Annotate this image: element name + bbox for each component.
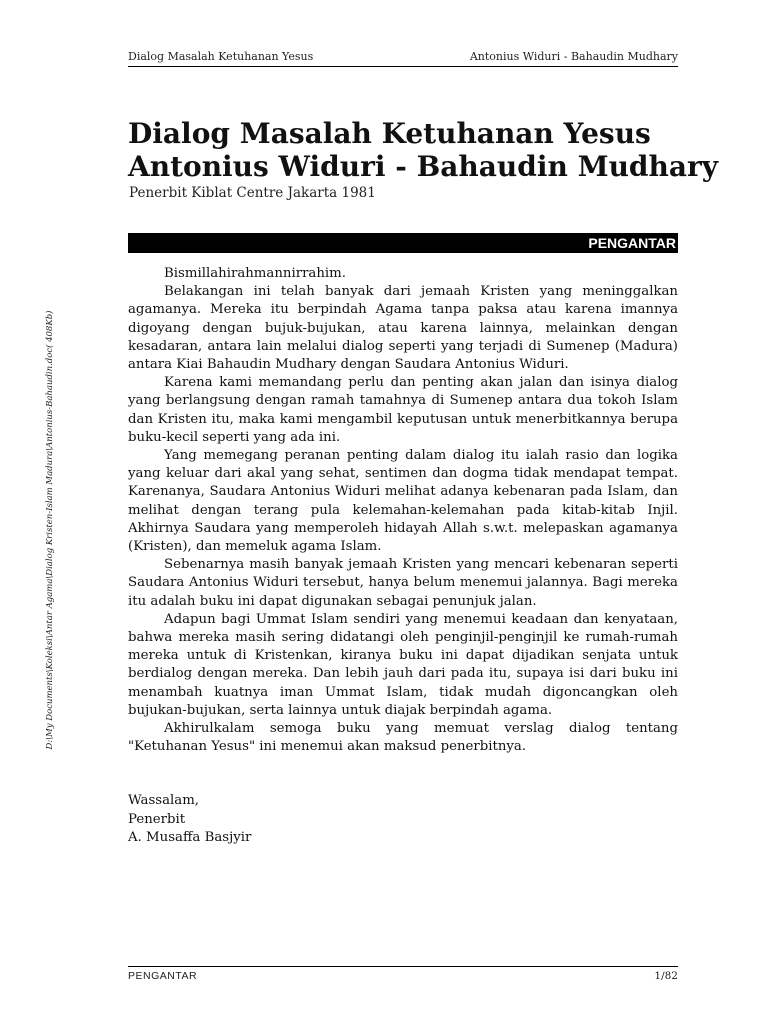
section-heading-bar	[128, 233, 678, 253]
file-path-margin-note: D:\My Documents\Koleksi\Antar Agama\Dialog Kristen-Islam Madura\Antonius-Bahaudin.doc( 408Kb)	[45, 310, 55, 750]
paragraph: Karena kami memandang perlu dan penting akan jalan dan isinya dialog yang berlangsung dengan ramah tamahnya di Sumenep antara dua tokoh Islam dan Kristen itu, maka kami mengambil keputusan untuk menerbitkannya berupa buku-kecil seperti yang ada ini.	[128, 375, 678, 445]
section-heading: PENGANTAR	[588, 235, 676, 251]
closing-role: Penerbit	[128, 811, 186, 827]
header-authors: Antonius Widuri - Bahaudin Mudhary	[469, 50, 678, 63]
header-divider	[128, 66, 678, 67]
footer-divider	[128, 966, 678, 967]
document-title	[128, 117, 719, 183]
title-line-1: Dialog Masalah Ketuhanan Yesus	[128, 117, 651, 150]
paragraph: Belakangan ini telah banyak dari jemaah Kristen yang meninggalkan agamanya. Mereka itu berpindah Agama tanpa paksa atau karena imannya digoyang dengan bujuk-bujukan, atau karena lainnya, melainkan dengan kesadaran, antara lain melalui dialog seperti yang terjadi di Sumenep (Madura) antara Kiai Bahaudin Mudhary dengan Saudara Antonius Widuri.	[128, 284, 678, 373]
header-book-title: Dialog Masalah Ketuhanan Yesus	[128, 50, 314, 63]
publisher-line: Penerbit Kiblat Centre Jakarta 1981	[129, 185, 376, 201]
paragraph: Yang memegang peranan penting dalam dialog itu ialah rasio dan logika yang keluar dari akal yang sehat, sentimen dan dogma tidak mendapat tempat. Karenanya, Saudara Antonius Widuri melihat adanya kebenaran pada Islam, dan melihat dengan terang pula kelemahan-kelemahan pada kitab-kitab Injil. Akhirnya Saudara yang memperoleh hidayah Allah s.w.t. melepaskan agamanya (Kristen), dan memeluk agama Islam.	[128, 448, 678, 555]
body-text	[128, 265, 678, 756]
paragraph: Sebenarnya masih banyak jemaah Kristen yang mencari kebenaran seperti Saudara Antonius Widuri tersebut, hanya belum menemui jalannya. Bagi mereka itu adalah buku ini dapat digunakan sebagai penunjuk jalan.	[128, 557, 678, 609]
paragraph: Akhirulkalam semoga buku yang memuat verslag dialog tentang "Ketuhanan Yesus" ini menemui akan maksud penerbitnya.	[128, 721, 678, 755]
title-line-2: Antonius Widuri - Bahaudin Mudhary	[128, 150, 719, 183]
closing-name: A. Musaffa Basjyir	[128, 830, 252, 845]
page-number: 1/82	[654, 970, 678, 982]
footer-section: PENGANTAR	[128, 970, 198, 982]
closing-salutation: Wassalam,	[128, 793, 200, 808]
signature-block	[128, 792, 251, 848]
paragraph-opening: Bismillahirahmannirrahim.	[164, 266, 347, 281]
paragraph: Adapun bagi Ummat Islam sendiri yang menemui keadaan dan kenyataan, bahwa mereka masih sering didatangi oleh penginjil-penginjil ke rumah-rumah mereka untuk di Kristenkan, kiranya buku ini dapat dijadikan senjata untuk berdialog dengan mereka. Dan lebih jauh dari pada itu, supaya isi dari buku ini menambah kuatnya iman Ummat Islam, tidak mudah digoncangkan oleh bujukan-bujukan, serta lainnya untuk diajak berpindah agama.	[128, 611, 678, 718]
